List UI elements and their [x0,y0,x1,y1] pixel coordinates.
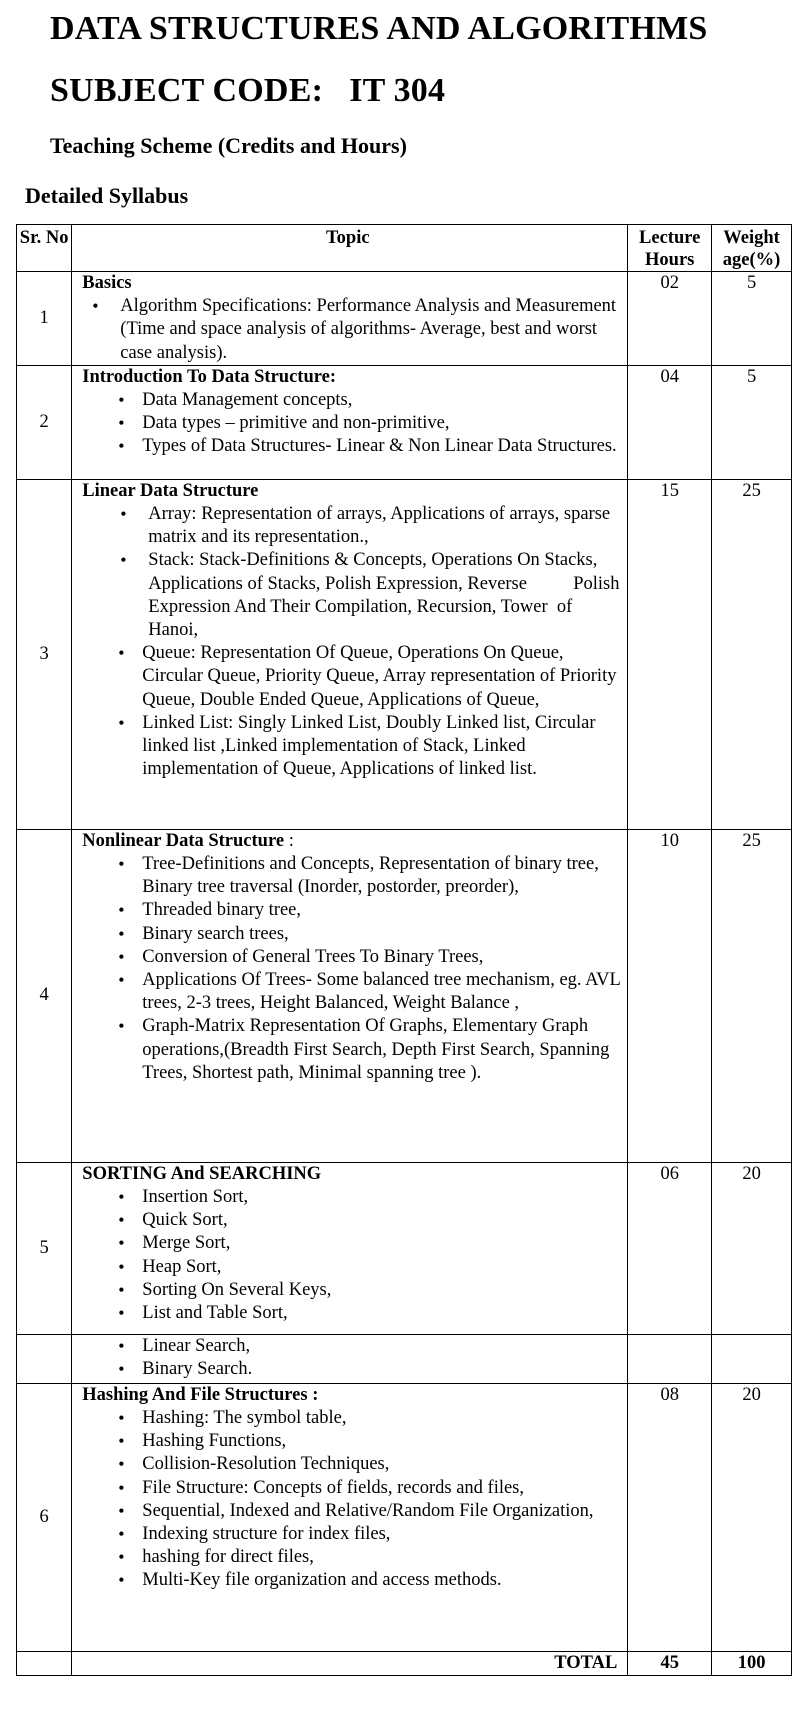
topic-list [82,1335,623,1381]
detailed-syllabus-heading: Detailed Syllabus [25,183,189,208]
table-row [17,829,792,1162]
list-item: • Types of Data Structures- Linear & Non Linear Data Structures. [82,435,623,458]
total-hours: 45 [628,1651,712,1675]
header-lecture-hours: Lecture Hours [628,225,712,272]
table-row [17,479,792,829]
list-item: • File Structure: Concepts of fields, records and files, [82,1477,623,1500]
list-item: • Binary Search. [82,1358,623,1381]
topic-cell [72,365,628,479]
document-title: DATA STRUCTURES AND ALGORITHMS [50,10,708,47]
topic-cell [72,1383,628,1651]
weight-cell: 25 [712,829,792,1162]
weight-cell: 5 [712,365,792,479]
list-item: • hashing for direct files, [82,1546,623,1569]
hours-cell: 04 [628,365,712,479]
list-item: • Sorting On Several Keys, [82,1279,623,1302]
weight-cell: 20 [712,1383,792,1651]
syllabus-table [16,224,792,1676]
header-sr-no: Sr. No [17,225,72,272]
header-topic: Topic [72,225,628,272]
sr-no-cell-empty [17,1334,72,1383]
list-item: • Conversion of General Trees To Binary Trees, [82,946,623,969]
total-row [17,1651,792,1675]
topic-list [82,853,623,1085]
sr-no-cell: 2 [17,365,72,479]
weight-cell: 20 [712,1162,792,1334]
weight-cell-empty [712,1334,792,1383]
table-header-row [17,225,792,272]
topic-list [82,389,623,459]
topic-list [82,642,623,781]
list-item: • Array: Representation of arrays, Applications of arrays, sparse matrix and its representation., [82,503,623,549]
list-item: • Data Management concepts, [82,389,623,412]
list-item: • Applications Of Trees- Some balanced tree mechanism, eg. AVL trees, 2-3 trees, Height Balanced, Weight Balance , [82,969,623,1015]
list-item: • Insertion Sort, [82,1186,623,1209]
list-item: • Algorithm Specifications: Performance Analysis and Measurement (Time and space analysis of algorithms- Average, best and worst case analysis). [82,295,623,365]
total-weight: 100 [712,1651,792,1675]
topic-cell [72,479,628,829]
list-item: • Sequential, Indexed and Relative/Random File Organization, [82,1500,623,1523]
topic-list [82,503,623,642]
topic-cell [72,829,628,1162]
list-item: • Tree-Definitions and Concepts, Representation of binary tree, Binary tree traversal (Inorder, postorder, preorder), [82,853,623,899]
hours-cell: 08 [628,1383,712,1651]
topic-title: Basics [82,273,132,293]
list-item: • Binary search trees, [82,923,623,946]
list-item: • Merge Sort, [82,1232,623,1255]
list-item: • Stack: Stack-Definitions & Concepts, Operations On Stacks, Applications of Stacks, Polish Expression, Reverse Polish Expression And Their Compilation, Recursion, Tower of Hanoi, [82,549,623,642]
list-item: • Collision-Resolution Techniques, [82,1453,623,1476]
header-weightage: Weight age(%) [712,225,792,272]
hours-cell: 10 [628,829,712,1162]
list-item: • List and Table Sort, [82,1302,623,1325]
table-row [17,272,792,366]
sr-no-cell: 6 [17,1383,72,1651]
hours-cell-empty [628,1334,712,1383]
list-item: • Multi-Key file organization and access methods. [82,1569,623,1592]
topic-cell [72,1334,628,1383]
list-item: • Hashing: The symbol table, [82,1407,623,1430]
weight-cell: 25 [712,479,792,829]
list-item: • Indexing structure for index files, [82,1523,623,1546]
teaching-scheme-heading: Teaching Scheme (Credits and Hours) [50,133,407,158]
topic-list [82,1407,623,1593]
list-item: • Threaded binary tree, [82,899,623,922]
weight-cell: 5 [712,272,792,366]
topic-title: Hashing And File Structures : [82,1384,319,1405]
table-row [17,1162,792,1334]
hours-cell: 02 [628,272,712,366]
topic-title: Linear Data Structure [82,480,259,501]
total-label: TOTAL [72,1651,628,1675]
list-item: • Queue: Representation Of Queue, Operations On Queue, Circular Queue, Priority Queue, Array representation of Priority Queue, Double Ended Queue, Applications of Queue, [82,642,623,712]
list-item: • Linked List: Singly Linked List, Doubly Linked list, Circular linked list ,Linked implementation of Stack, Linked implementation of Queue, Applications of linked list. [82,712,623,782]
topic-cell [72,1162,628,1334]
list-item: • Graph-Matrix Representation Of Graphs, Elementary Graph operations,(Breadth First Search, Depth First Search, Spanning Trees, Shortest path, Minimal spanning tree ). [82,1015,623,1085]
list-item: • Data types – primitive and non-primitive, [82,412,623,435]
hours-cell: 06 [628,1162,712,1334]
sr-no-cell: 4 [17,829,72,1162]
sr-no-cell: 5 [17,1162,72,1334]
topic-list [82,1186,623,1325]
table-row [17,365,792,479]
topic-list [82,295,623,365]
topic-title-suffix: : [284,830,294,851]
topic-cell [72,272,628,366]
sr-no-cell: 3 [17,479,72,829]
topic-title: Nonlinear Data Structure [82,830,285,851]
list-item: • Quick Sort, [82,1209,623,1232]
table-row [17,1383,792,1651]
subject-code: SUBJECT CODE: IT 304 [50,72,446,109]
topic-title: SORTING And SEARCHING [82,1163,322,1184]
sr-no-cell-empty [17,1651,72,1675]
hours-cell: 15 [628,479,712,829]
sr-no-cell: 1 [17,272,72,366]
topic-title: Introduction To Data Structure: [82,366,336,387]
list-item: • Linear Search, [82,1335,623,1358]
list-item: • Hashing Functions, [82,1430,623,1453]
list-item: • Heap Sort, [82,1256,623,1279]
table-row [17,1334,792,1383]
